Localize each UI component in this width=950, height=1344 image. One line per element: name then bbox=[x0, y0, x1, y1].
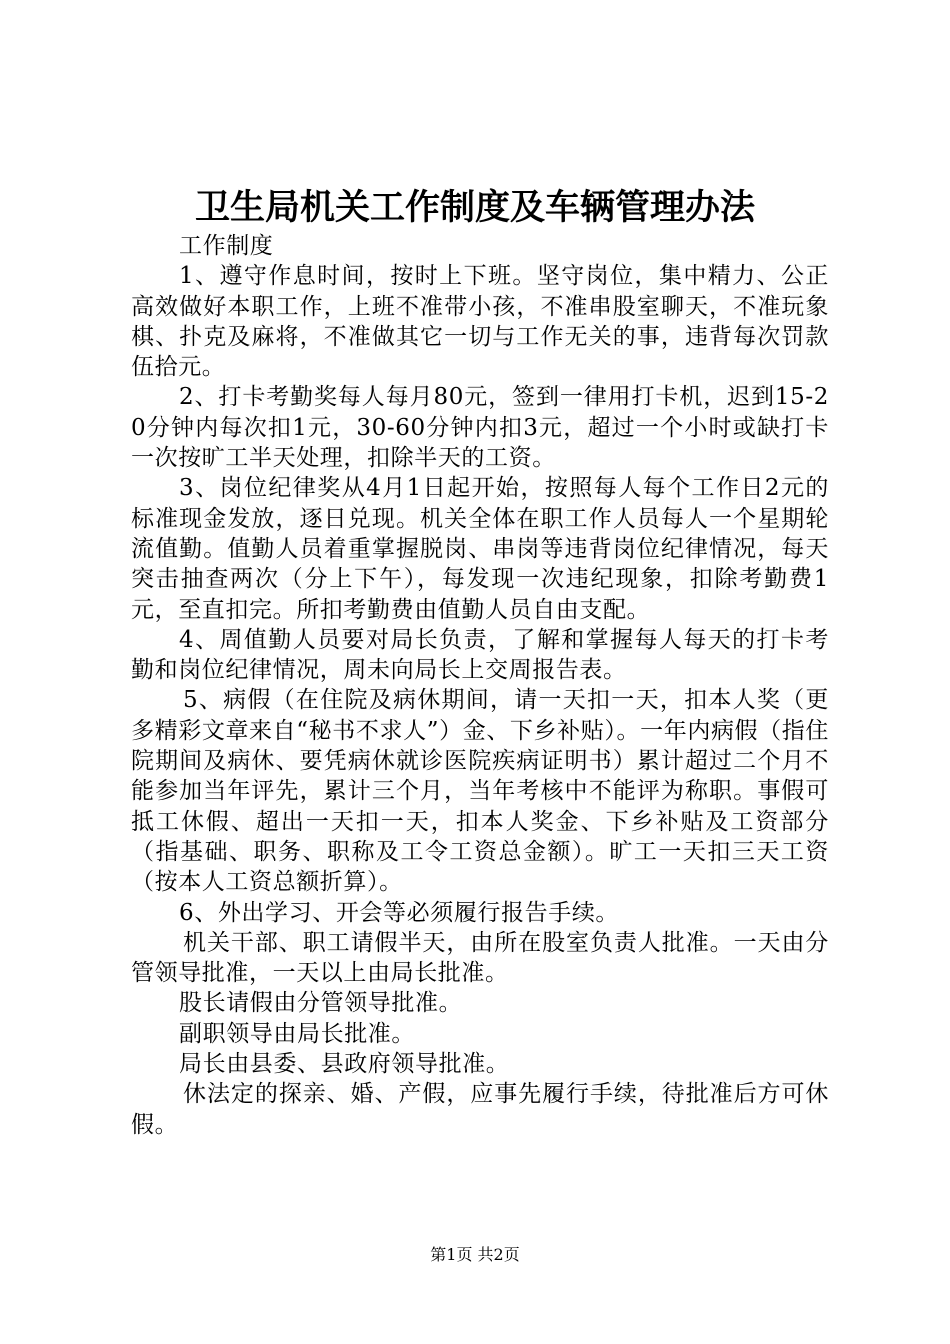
paragraph-rule-2: 2、打卡考勤奖每人每月80元，签到一律用打卡机，迟到15-20分钟内每次扣1元，30-60分钟内扣3元，超过一个小时或缺打卡一次按旷工半天处理，扣除半天的工资。 bbox=[131, 384, 829, 472]
paragraph-leave-director: 局长由县委、县政府领导批准。 bbox=[179, 1051, 510, 1078]
document-body bbox=[131, 231, 829, 1140]
paragraph-leave-staff: 机关干部、职工请假半天，由所在股室负责人批准。一天由分管领导批准，一天以上由局长批准。 bbox=[131, 929, 829, 987]
paragraph-rule-5: 5、病假（在住院及病休期间，请一天扣一天，扣本人奖（更多精彩文章来自“秘书不求人”）金、下乡补贴）。一年内病假（指住院期间及病休、要凭病休就诊医院疾病证明书）累计超过二个月不能参加当年评先，累计三个月，当年考核中不能评为称职。事假可抵工休假、超出一天扣一天，扣本人奖金、下乡补贴及工资部分（指基础、职务、职称及工令工资总金额）。旷工一天扣三天工资（按本人工资总额折算）。 bbox=[131, 687, 829, 896]
paragraph-rule-4: 4、周值勤人员要对局长负责，了解和掌握每人每天的打卡考勤和岗位纪律情况，周未向局长上交周报告表。 bbox=[131, 626, 829, 684]
paragraph-rule-1: 1、遵守作息时间，按时上下班。坚守岗位，集中精力、公正高效做好本职工作，上班不准带小孩，不准串股室聊天，不准玩象棋、扑克及麻将，不准做其它一切与工作无关的事，违背每次罚款伍拾元。 bbox=[131, 263, 829, 381]
paragraph-leave-deputy: 副职领导由局长批准。 bbox=[179, 1020, 415, 1047]
page-footer: 第1页 共2页 bbox=[430, 1245, 520, 1264]
paragraph-rule-6: 6、外出学习、开会等必须履行报告手续。 bbox=[179, 899, 620, 926]
paragraph-statutory-leave: 休法定的探亲、婚、产假，应事先履行手续，待批准后方可休假。 bbox=[131, 1081, 829, 1138]
paragraph-rule-3: 3、岗位纪律奖从4月1日起开始，按照每人每个工作日2元的标准现金发放，逐日兑现。机关全体在职工作人员每人一个星期轮流值勤。值勤人员着重掌握脱岗、串岗等违背岗位纪律情况，每天突击抽查两次（分上下午），每发现一次违纪现象，扣除考勤费1元，至直扣完。所扣考勤费由值勤人员自由支配。 bbox=[131, 475, 829, 623]
paragraph-leave-section-chief: 股长请假由分管领导批准。 bbox=[179, 990, 463, 1017]
section-heading: 工作制度 bbox=[179, 233, 274, 259]
page-title: 卫生局机关工作制度及车辆管理办法 bbox=[194, 187, 755, 228]
